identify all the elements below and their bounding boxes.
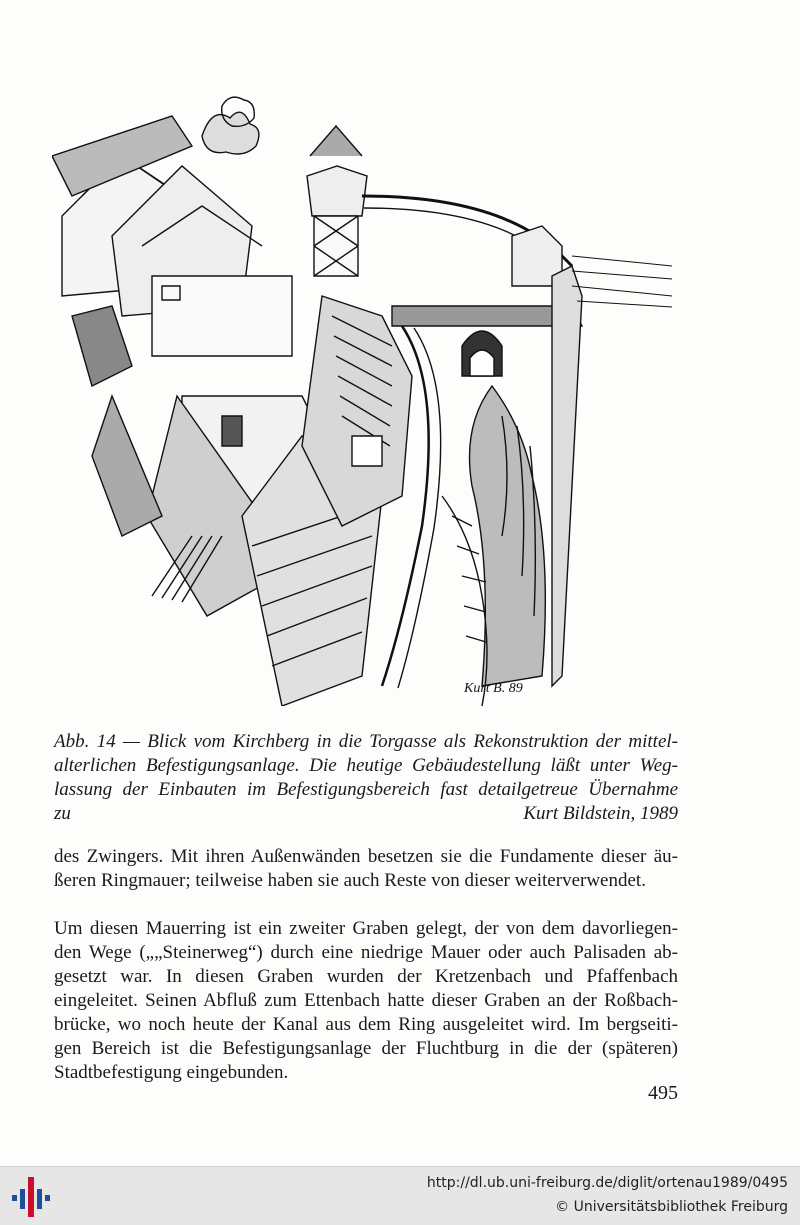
text-line: Stadtbefestigung eingebunden. (54, 1062, 289, 1083)
ub-freiburg-logo-icon[interactable] (10, 1173, 54, 1221)
text-line: Um diesen Mauerring ist ein zweiter Graben gelegt, der von dem davorliegen- (54, 918, 678, 939)
caption-credit: Kurt Bildstein, 1989 (523, 803, 678, 824)
caption-line: lassung der Einbauten im Befestigungsbereich fast detailgetreue Übernahme (54, 779, 678, 800)
page-number: 495 (648, 1082, 678, 1104)
copyright-text: © Universitätsbibliothek Freiburg (555, 1199, 788, 1215)
paragraph-1 (54, 845, 678, 893)
source-url-link[interactable]: http://dl.ub.uni-freiburg.de/diglit/ortenau1989/0495 (426, 1175, 788, 1191)
figure-caption (54, 730, 678, 826)
town-gate-sketch (52, 96, 682, 706)
paragraph-2 (54, 917, 678, 1085)
caption-line: alterlichen Befestigungsanlage. Die heutige Gebäudestellung läßt unter Weg- (54, 755, 678, 776)
illustration-signature: Kurt B. 89 (464, 681, 523, 696)
text-line: den Wege („„Steinerweg“) durch eine niedrige Mauer oder auch Palisaden ab- (54, 942, 678, 963)
text-line: eingeleitet. Seinen Abfluß zum Ettenbach hatte dieser Graben an der Roßbach- (54, 990, 678, 1011)
viewer-footer (0, 1166, 800, 1225)
text-line: des Zwingers. Mit ihren Außenwänden besetzen sie die Fundamente dieser äu- (54, 846, 678, 867)
caption-last-line (54, 802, 678, 826)
caption-line-end: zu (54, 803, 71, 824)
caption-line: Abb. 14 — Blick vom Kirchberg in die Torgasse als Rekonstruktion der mittel- (54, 731, 678, 752)
text-line: brücke, wo noch heute der Kanal aus dem Ring ausgeleitet wird. Im bergseiti- (54, 1014, 678, 1035)
text-line: gesetzt war. In diesen Graben wurden der Kretzenbach und Pfaffenbach (54, 966, 678, 987)
sketch-drawing (52, 96, 682, 706)
text-line: gen Bereich ist die Befestigungsanlage der Fluchtburg in die der (späteren) (54, 1038, 678, 1059)
text-line: ßeren Ringmauer; teilweise haben sie auch Reste von dieser weiterverwendet. (54, 870, 646, 891)
